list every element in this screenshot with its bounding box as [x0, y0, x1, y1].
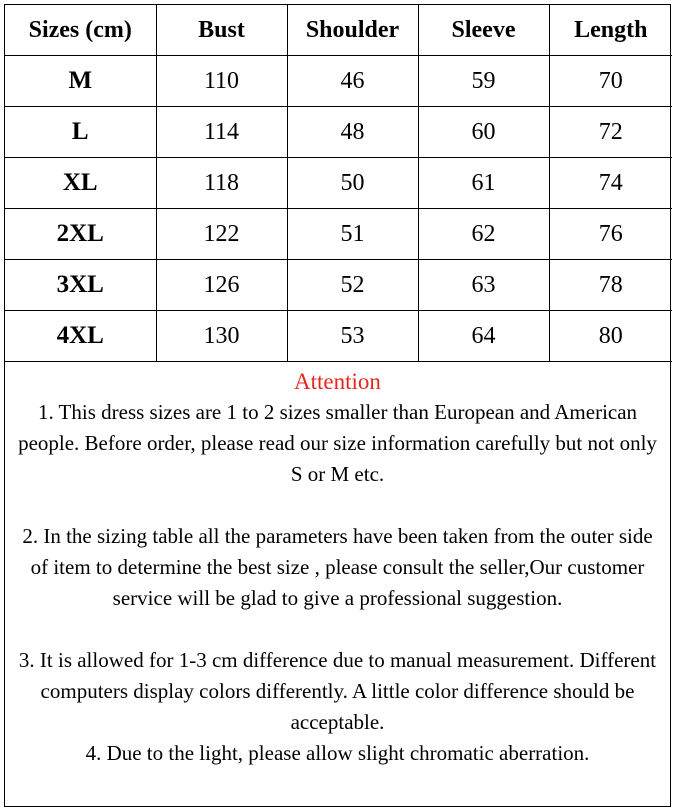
table-header-row [5, 5, 672, 56]
note-4: 4. Due to the light, please allow slight chromatic aberration. [85, 741, 590, 765]
bust-cell: 122 [156, 209, 287, 260]
shoulder-cell: 50 [287, 158, 418, 209]
bust-cell: 130 [156, 311, 287, 362]
length-cell: 78 [549, 260, 672, 311]
bust-cell: 118 [156, 158, 287, 209]
bust-cell: 126 [156, 260, 287, 311]
table-row [5, 311, 672, 362]
attention-heading: Attention [294, 369, 381, 394]
note-spacer [11, 614, 664, 645]
table-row [5, 56, 672, 107]
notes-section [5, 362, 670, 769]
size-cell: L [5, 107, 156, 158]
bust-cell: 114 [156, 107, 287, 158]
sleeve-cell: 60 [418, 107, 549, 158]
sleeve-cell: 63 [418, 260, 549, 311]
sleeve-cell: 59 [418, 56, 549, 107]
length-cell: 74 [549, 158, 672, 209]
length-cell: 80 [549, 311, 672, 362]
sleeve-cell: 61 [418, 158, 549, 209]
header-shoulder: Shoulder [287, 5, 418, 56]
note-3: 3. It is allowed for 1-3 cm difference due to manual measurement. Different computers display colors differently. A little color difference should be acceptable. [18, 648, 657, 734]
size-cell: 2XL [5, 209, 156, 260]
note-spacer [11, 490, 664, 521]
shoulder-cell: 52 [287, 260, 418, 311]
shoulder-cell: 48 [287, 107, 418, 158]
length-cell: 70 [549, 56, 672, 107]
shoulder-cell: 46 [287, 56, 418, 107]
header-sizes: Sizes (cm) [5, 5, 156, 56]
size-cell: 4XL [5, 311, 156, 362]
length-cell: 72 [549, 107, 672, 158]
size-cell: M [5, 56, 156, 107]
table-row [5, 260, 672, 311]
table-row [5, 158, 672, 209]
size-cell: XL [5, 158, 156, 209]
sleeve-cell: 62 [418, 209, 549, 260]
size-chart [4, 4, 671, 807]
header-sleeve: Sleeve [418, 5, 549, 56]
size-table [5, 5, 672, 362]
table-row [5, 107, 672, 158]
header-bust: Bust [156, 5, 287, 56]
table-row [5, 209, 672, 260]
note-1: 1. This dress sizes are 1 to 2 sizes smaller than European and American people. Before order, please read our size information carefully but not only S or M etc. [18, 400, 657, 486]
header-length: Length [549, 5, 672, 56]
shoulder-cell: 53 [287, 311, 418, 362]
note-2: 2. In the sizing table all the parameters have been taken from the outer side of item to determine the best size , please consult the seller,Our customer service will be glad to give a professional suggestion. [22, 524, 653, 610]
bust-cell: 110 [156, 56, 287, 107]
length-cell: 76 [549, 209, 672, 260]
sleeve-cell: 64 [418, 311, 549, 362]
size-cell: 3XL [5, 260, 156, 311]
shoulder-cell: 51 [287, 209, 418, 260]
